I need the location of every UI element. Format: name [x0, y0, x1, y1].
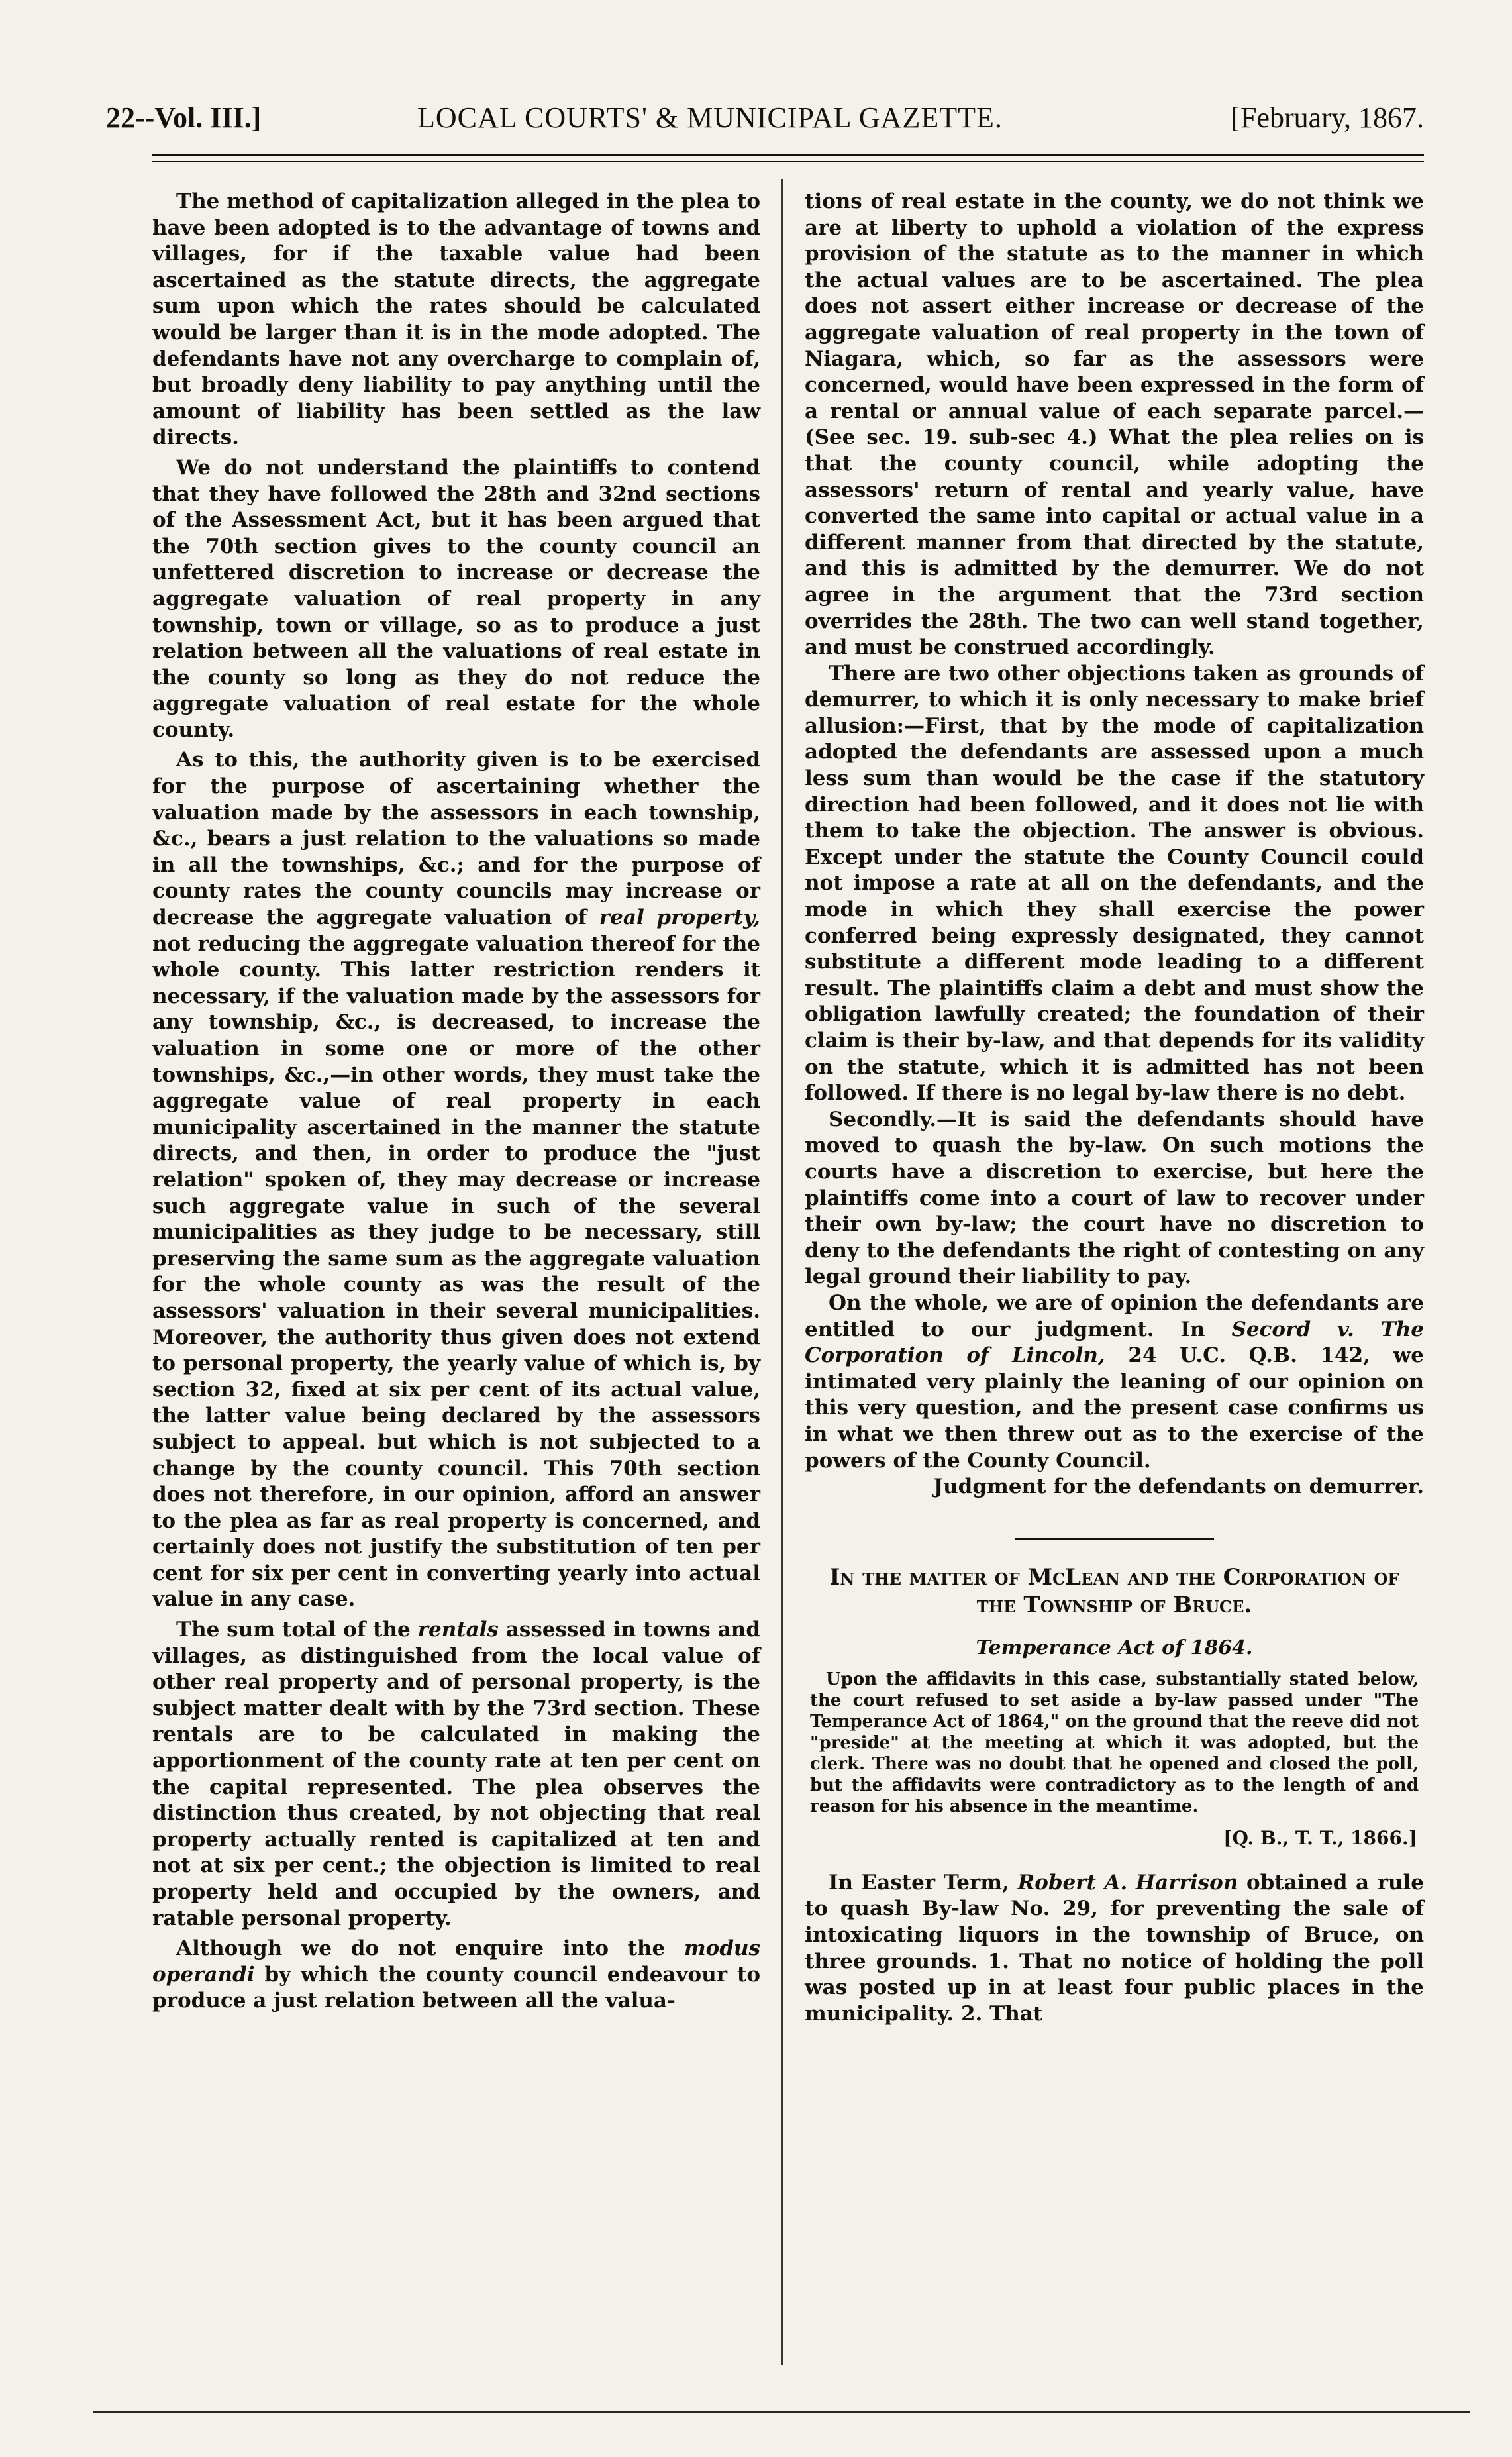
- italic-run: Secord v. The Corporation of Lincoln,: [805, 1317, 1425, 1368]
- paragraph: [152, 1617, 760, 1932]
- paragraph: Secondly.—It is said the defendants should have moved to quash the by-law. On such motions the courts have a discretion to exercise, but here the plaintiffs come into a court of law to recover under their own by-law; the court have no discretion to deny to the defendants the right of contesting on any legal ground their liability to pay.: [805, 1107, 1424, 1289]
- text-run: The sum total of the: [176, 1618, 411, 1642]
- text-run: As to this, the authority given is to be exercised for the purpose of ascertaining whether the valuation made by the assessors in each township, &c., bears a just relation to the valuations so made in all the townships, &c.; and for the purpose of county rates the county councils may increase or decrease the aggregate valuation of: [152, 748, 760, 930]
- paragraph: There are two other objections taken as grounds of demurrer, to which it is only necessary to make brief allusion:—First, that by the mode of capitalization adopted the defendants are assessed upon a much less sum than would be the case if the statutory direction had been followed, and it does not lie with them to take the objection. The answer is obvious. Except under the statute the County Council could not impose a rate at all on the defendants, and the mode in which they shall exercise the power conferred being expressly designated, they cannot substitute a different mode leading to a different result. The plaintiffs claim a debt and must show the obligation lawfully created; the foundation of their claim is their by-law, and that depends for its validity on the statute, which it is admitted has not been followed. If there is no legal by-law there is no debt.: [805, 661, 1424, 1106]
- page-bottom-rule: [93, 2411, 1470, 2413]
- text-run: 24 U.C. Q.B. 142, we intimated very plainly the leaning of our opinion on this very question, and the present case confirms us in what we then threw out as to the exercise of the powers of the County Council.: [805, 1343, 1424, 1473]
- text-run: assessed in towns and villages, as distinguished from the local value of other real property and of personal property, is the subject matter dealt with by the 73rd section. These rentals are to be calculated in making the apportionment of the county rate at ten per cent on the capital represented. The plea observes the distinction thus created, by not objecting that real property actually rented is capitalized at ten and not at six per cent.; the objection is limited to real property held and occupied by the owners, and ratable personal property.: [152, 1618, 760, 1930]
- paragraph: [805, 1870, 1424, 2028]
- publication-title: LOCAL COURTS' & MUNICIPAL GAZETTE.: [417, 101, 1003, 134]
- italic-run: real property,: [599, 906, 760, 930]
- paragraph: [152, 747, 760, 1613]
- italic-run: rentals: [417, 1618, 499, 1642]
- column-divider: [781, 179, 783, 2365]
- italic-run: modus operandi: [152, 1936, 760, 1987]
- paragraph: tions of real estate in the county, we do not think we are at liberty to uphold a violation of the express provision of the statute as to the manner in which the actual values are to be ascertained. The plea does not assert either increase or decrease of the aggregate valuation of real property in the town of Niagara, which, so far as the assessors were concerned, would have been expressed in the form of a rental or annual value of each separate parcel.—(See sec. 19. sub-sec 4.) What the plea relies on is that the county council, while adopting the assessors' return of rental and yearly value, have converted the same into capital or actual value in a different manner from that directed by the statute, and this is admitted by the demurrer. We do not agree in the argument that the 73rd section overrides the 28th. The two can well stand together, and must be construed accordingly.: [805, 189, 1424, 660]
- text-run: by which the county council endeavour to produce a just relation between all the valua-: [152, 1962, 761, 2013]
- header-rule-thick: [152, 154, 1424, 156]
- paragraph: The method of capitalization alleged in the plea to have been adopted is to the advantage of towns and villages, for if the taxable value had been ascertained as the statute directs, the aggregate sum upon which the rates should be calculated would be larger than it is in the mode adopted. The defendants have not any overcharge to complain of, but broadly deny liability to pay anything until the amount of liability has been settled as the law directs.: [152, 189, 760, 450]
- issue-date: [February, 1867.: [1231, 101, 1424, 134]
- text-run: obtained a rule to quash By-law No. 29, for preventing the sale of intoxicating liquors in the township of Bruce, on three grounds. 1. That no notice of holding the poll was posted up in at least four public places in the municipality. 2. That: [805, 1870, 1425, 2026]
- paragraph: [805, 1290, 1424, 1474]
- left-column: [152, 189, 760, 2014]
- text-run: not reducing the aggregate valuation thereof for the whole county. This latter restriction renders it necessary, if the valuation made by the assessors for any township, &c., is decreased, to increase the valuation in some one or more of the other townships, &c.,—in other words, they must take the aggregate value of real property in each municipality ascertained in the manner the statute directs, and then, in order to produce the "just relation" spoken of, they may decrease or increase such aggregate value in such of the several municipalities as they judge to be necessary, still preserving the same sum as the aggregate valuation for the whole county as was the result of the assessors' valuation in their several municipalities. Moreover, the authority thus given does not extend to personal property, the yearly value of which is, by section 32, fixed at six per cent of its actual value, the latter value being declared by the assessors subject to appeal. but which is not subjected to a change by the county council. This 70th section does not therefore, in our opinion, afford an answer to the plea as far as real property is concerned, and certainly does not justify the substitution of ten per cent for six per cent in converting yearly into actual value in any case.: [152, 931, 760, 1612]
- text-run: In Easter Term,: [829, 1870, 1009, 1895]
- paragraph: [152, 1936, 760, 2014]
- section-rule: [1015, 1538, 1214, 1540]
- paragraph: We do not understand the plaintiffs to contend that they have followed the 28th and 32nd sections of the Assessment Act, but it has been argued that the 70th section gives to the county council an unfettered discretion to increase or decrease the aggregate valuation of real property in any township, town or village, so as to produce a just relation between all the valuations of real estate in the county so long as they do not reduce the aggregate valuation of real estate for the whole county.: [152, 455, 760, 742]
- italic-run: Robert A. Harrison: [1017, 1870, 1238, 1895]
- case-citation: [Q. B., T. T., 1866.]: [1223, 1827, 1417, 1850]
- page-header: [106, 99, 1424, 146]
- case-headnote: Upon the affidavits in this case, substantially stated below, the court refused to set aside a by-law passed under "The Temperance Act of 1864," on the ground that the reeve did not "preside" at the meeting at which it was adopted, but the clerk. There was no doubt that he opened and closed the poll, but the affidavits were contradictory as to the length of and reason for his absence in the meantime.: [810, 1669, 1419, 1817]
- case-act: Temperance Act of 1864.: [976, 1636, 1253, 1659]
- header-rule-thin: [152, 161, 1424, 162]
- page-number-volume: 22--Vol. III.]: [106, 101, 262, 134]
- right-column: [805, 189, 1424, 2027]
- text-run: Although we do not enquire into the: [176, 1936, 666, 1961]
- judgment-line: Judgment for the defendants on demurrer.: [933, 1475, 1424, 1499]
- case-heading: In the matter of McLean and the Corporation of the Township of Bruce.: [829, 1563, 1399, 1618]
- text-run: On the whole, we are of opinion the defendants are entitled to our judgment. In: [805, 1290, 1424, 1341]
